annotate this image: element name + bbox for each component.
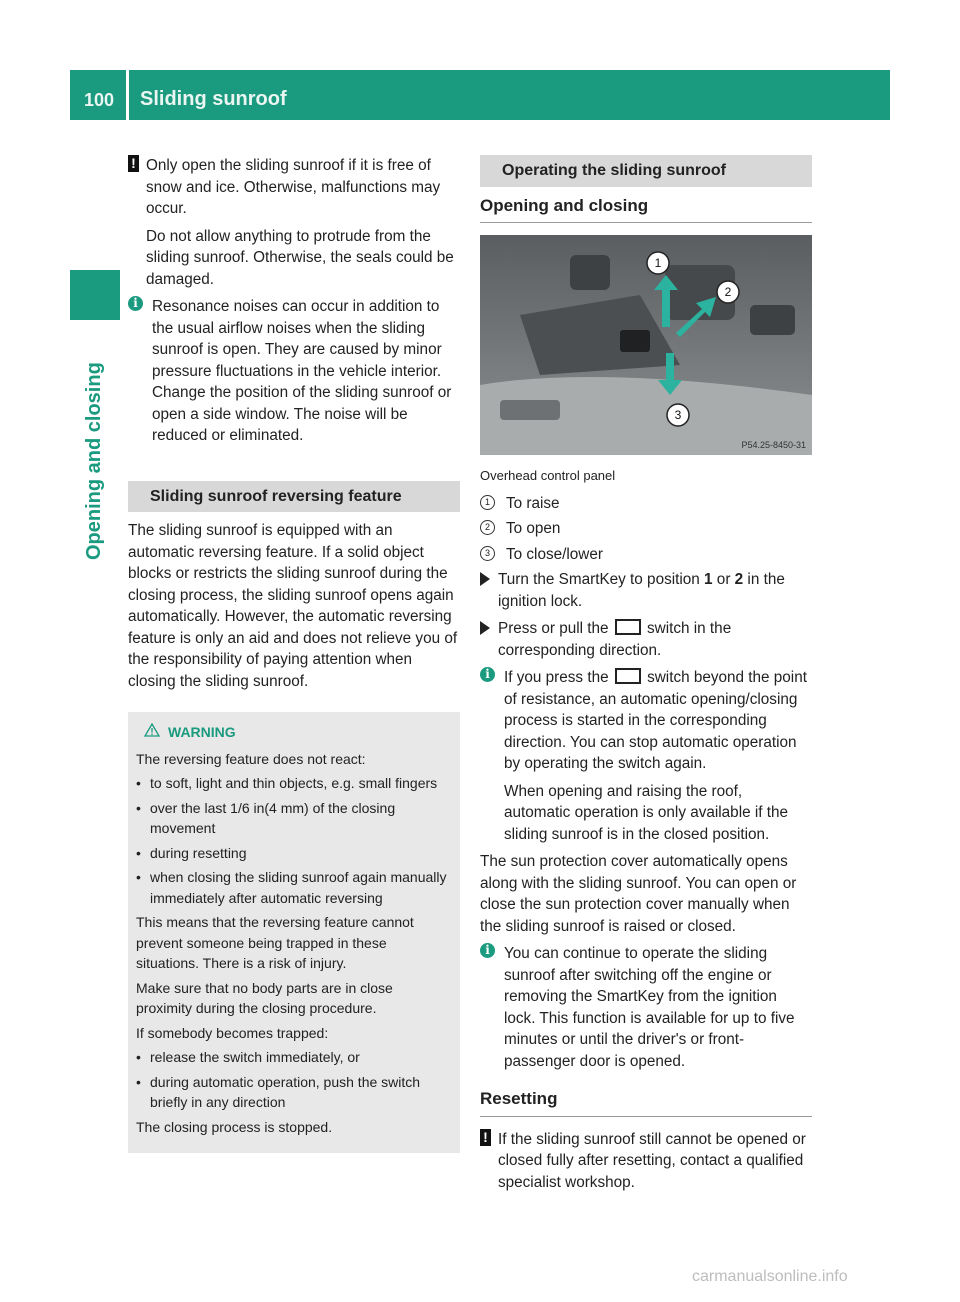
warning-para: If somebody becomes trapped:: [136, 1024, 329, 1041]
legend-item: 2 To open: [480, 518, 812, 540]
chapter-tab: [70, 270, 120, 320]
overhead-panel-photo: [480, 235, 812, 455]
step-arrow-icon: [480, 621, 490, 635]
exclamation-icon: !: [128, 155, 139, 172]
image-code: P54.25-8450-31: [741, 440, 806, 450]
watermark: carmanualsonline.info: [692, 1268, 848, 1285]
left-column: [128, 155, 460, 1153]
switch-symbol-icon: [615, 619, 641, 635]
list-item: • during automatic operation, push the switch briefly in any direction: [136, 1073, 421, 1110]
photo-caption: Overhead control panel: [480, 468, 616, 483]
warning-para: The closing process is stopped.: [136, 1118, 333, 1135]
page-header: [70, 70, 890, 120]
body-text: The sun protection cover automatically opens along with the sliding sunroof. You can open or close the sun protection cover manually when the sliding sunroof is raised or closed.: [480, 853, 797, 935]
info-icon: i: [480, 667, 495, 682]
caution-text-2: Do not allow anything to protrude from the sliding sunroof. Otherwise, the seals could be damaged.: [146, 227, 454, 288]
subheading-opening: Opening and closing: [480, 195, 812, 224]
header-divider: [126, 70, 129, 120]
step-item: Turn the SmartKey to position 1 or 2 in the ignition lock.: [480, 569, 812, 612]
info-note: i You can continue to operate the sliding sunroof after switching off the engine or removing the SmartKey from the ignition lock. This function is available for up to five minutes or until the driver's or front-passenger door is opened.: [480, 943, 812, 1072]
list-item: • to soft, light and thin objects, e.g. small fingers: [136, 775, 438, 791]
warning-intro: The reversing feature does not react:: [136, 750, 366, 767]
page-number: 100: [84, 90, 115, 110]
caution-note: [128, 155, 460, 290]
list-item: • over the last 1/6 in(4 mm) of the closing movement: [136, 799, 396, 836]
warning-para: Make sure that no body parts are in close proximity during the closing procedure.: [136, 979, 393, 1016]
caution-note: ! If the sliding sunroof still cannot be opened or closed fully after resetting, contact a qualified specialist workshop.: [480, 1129, 812, 1194]
warning-label: WARNING: [168, 724, 236, 740]
switch-symbol-icon: [615, 668, 641, 684]
list-item: • during resetting: [136, 844, 247, 861]
info-icon: i: [128, 296, 143, 311]
info-text: Resonance noises can occur in addition to the usual airflow noises when the sliding sunroof is open. They are caused by minor pressure fluctuations in the vehicle interior. Change the position of the sliding sunroof or open a side window. The noise will be reduced or eliminated.: [152, 298, 452, 444]
legend-item: 1 To raise: [480, 493, 812, 515]
exclamation-icon: !: [480, 1129, 491, 1146]
chapter-label-text: Opening and closing: [83, 362, 105, 560]
section-heading: Operating the sliding sunroof: [480, 155, 812, 187]
subheading-resetting: Resetting: [480, 1088, 812, 1117]
info-icon: i: [480, 943, 495, 958]
warning-box: [128, 712, 460, 1153]
info-note: [128, 296, 460, 447]
step-arrow-icon: [480, 572, 490, 586]
photo-marker-3: 3: [674, 408, 682, 422]
warning-title: [136, 722, 452, 743]
warning-para: This means that the reversing feature cannot prevent someone being trapped in these situations. There is a risk of injury.: [136, 914, 414, 971]
chapter-label: [83, 362, 113, 580]
section-body: The sliding sunroof is equipped with an automatic reversing feature. If a solid object blocks or restricts the sliding sunroof during the closing process, the sliding sunroof opens again automatically. However, the automatic reversing feature is only an aid and does not relieve you of the responsibility of paying attention when closing the sliding sunroof.: [128, 522, 458, 690]
warning-triangle-icon: [144, 723, 160, 737]
step-item: Press or pull the switch in the corresponding direction.: [480, 618, 812, 661]
photo-marker-1: 1: [654, 256, 662, 270]
photo-marker-2: 2: [724, 285, 732, 299]
right-column: [480, 155, 812, 1199]
info-note: i If you press the switch beyond the point of resistance, an automatic opening/closing process is started in the corresponding direction. You can stop automatic operation by operating the switch again. When opening and raising the roof, automatic operation is only available if the sliding sunroof is in the closed position.: [480, 667, 812, 845]
caution-text-1: Only open the sliding sunroof if it is free of snow and ice. Otherwise, malfunctions may occur.: [146, 157, 441, 217]
section-heading: Sliding sunroof reversing feature: [128, 481, 460, 513]
page-title: Sliding sunroof: [140, 88, 287, 110]
list-item: • when closing the sliding sunroof again manually immediately after automatic reversing: [136, 869, 447, 906]
legend-item: 3 To close/lower: [480, 544, 812, 566]
list-item: • release the switch immediately, or: [136, 1049, 360, 1065]
